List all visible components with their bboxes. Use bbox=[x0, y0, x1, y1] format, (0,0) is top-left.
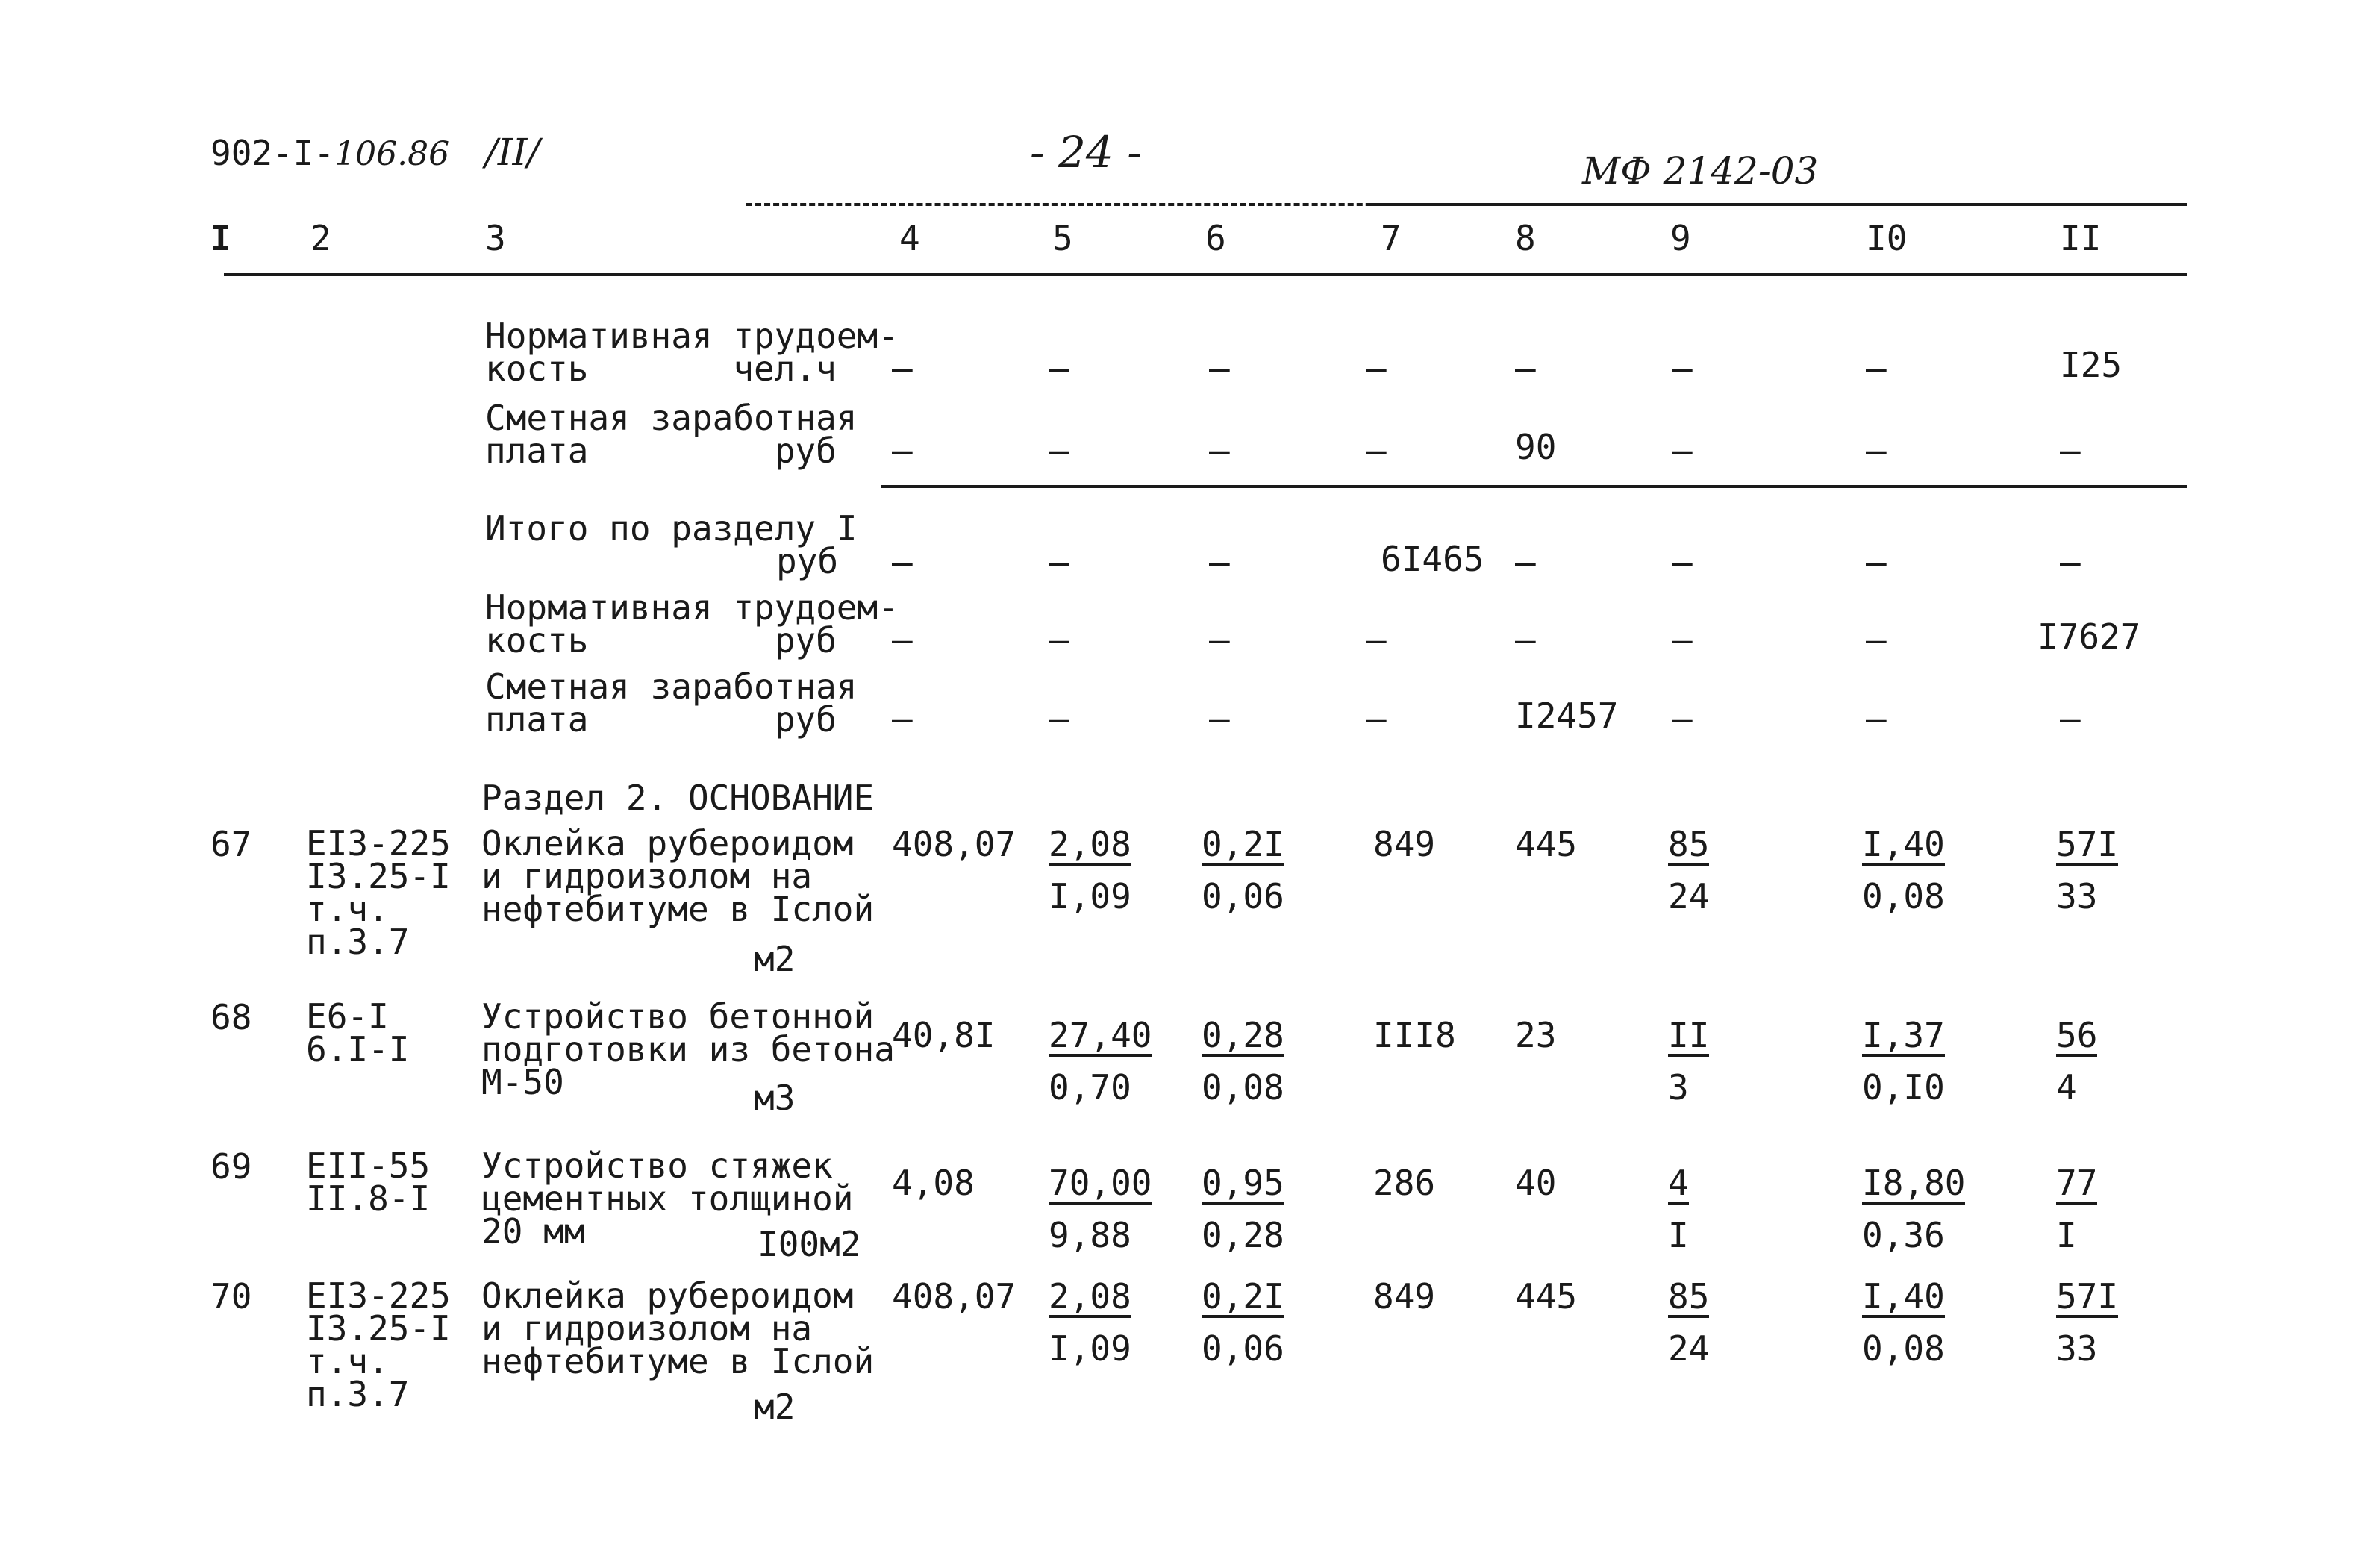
summary2-wage-value: I2457 bbox=[1515, 696, 1619, 736]
dash: – bbox=[1049, 699, 1069, 739]
summary1-wage-label bbox=[485, 398, 858, 471]
row-code bbox=[306, 1275, 451, 1414]
code-line: Е6-I bbox=[306, 996, 389, 1037]
col-header-10: I0 bbox=[1866, 218, 1908, 258]
summary1-labor-value: I25 bbox=[2060, 345, 2123, 385]
summary2-wage-label-line1: Сметная заработная bbox=[485, 666, 858, 707]
dash: – bbox=[1672, 430, 1693, 470]
col5-bottom: I,09 bbox=[1049, 876, 1131, 916]
dash: – bbox=[1866, 430, 1887, 470]
row-quantity: 4,08 bbox=[892, 1163, 975, 1203]
dash: – bbox=[1049, 348, 1069, 388]
col6-top: 0,28 bbox=[1202, 1015, 1284, 1055]
row-col10 bbox=[1862, 1163, 1966, 1255]
document-code-handwritten: 106.86 bbox=[334, 135, 450, 173]
row-unit: м2 bbox=[754, 1387, 796, 1427]
col5-top: 27,40 bbox=[1049, 1015, 1152, 1055]
row-col11 bbox=[2056, 1163, 2098, 1255]
summary2-labor-value: I7627 bbox=[2037, 616, 2141, 657]
row-col6 bbox=[1202, 824, 1284, 916]
col9-bottom: 24 bbox=[1668, 1328, 1710, 1369]
col5-bottom: 0,70 bbox=[1049, 1067, 1131, 1108]
summary2-wage-label bbox=[485, 666, 858, 740]
col6-bottom: 0,06 bbox=[1202, 876, 1284, 916]
page-number: - 24 - bbox=[1030, 127, 1142, 178]
row-col8: 23 bbox=[1515, 1015, 1557, 1055]
col6-bottom: 0,06 bbox=[1202, 1328, 1284, 1369]
description-line: нефтебитуме в Iслой bbox=[481, 1341, 875, 1381]
row-quantity: 40,8I bbox=[892, 1015, 996, 1055]
dash: – bbox=[1209, 348, 1230, 388]
code-line: 6.I-I bbox=[306, 1029, 410, 1069]
row-col10 bbox=[1862, 824, 1945, 916]
dash: – bbox=[1049, 542, 1069, 582]
row-col6 bbox=[1202, 1163, 1284, 1255]
summary-rule bbox=[881, 485, 2187, 488]
summary2-total-value: 6I465 bbox=[1381, 539, 1484, 579]
col5-top: 2,08 bbox=[1049, 1276, 1131, 1316]
dash: – bbox=[1866, 542, 1887, 582]
description-line: Оклейка рубероидом bbox=[481, 1275, 854, 1316]
row-number: 68 bbox=[210, 997, 252, 1037]
dash: – bbox=[1866, 619, 1887, 660]
row-col5 bbox=[1049, 1276, 1131, 1369]
summary1-labor-label bbox=[485, 316, 899, 389]
dash: – bbox=[1049, 619, 1069, 660]
summary1-labor-label-line2: кость чел.ч bbox=[485, 349, 837, 389]
row-col11 bbox=[2056, 1015, 2098, 1108]
col5-bottom: 9,88 bbox=[1049, 1215, 1131, 1255]
dash: – bbox=[2060, 699, 2081, 739]
row-quantity: 408,07 bbox=[892, 1276, 1016, 1316]
col10-bottom: 0,08 bbox=[1862, 1328, 1945, 1369]
description-line: цементных толщиной bbox=[481, 1178, 854, 1219]
row-col9 bbox=[1668, 1276, 1710, 1369]
row-description bbox=[481, 996, 895, 1102]
col5-top: 70,00 bbox=[1049, 1163, 1152, 1203]
code-line: I3.25-I bbox=[306, 1308, 451, 1349]
row-col9 bbox=[1668, 1163, 1689, 1255]
col11-bottom: I bbox=[2056, 1215, 2077, 1255]
col6-top: 0,2I bbox=[1202, 1276, 1284, 1316]
code-line: II.8-I bbox=[306, 1178, 431, 1219]
col10-bottom: 0,08 bbox=[1862, 876, 1945, 916]
description-line: Устройство бетонной bbox=[481, 996, 875, 1037]
row-col5 bbox=[1049, 1015, 1152, 1108]
row-description bbox=[481, 1275, 875, 1381]
dash: – bbox=[1866, 348, 1887, 388]
col11-top: 56 bbox=[2056, 1015, 2098, 1055]
code-line: п.3.7 bbox=[306, 922, 410, 962]
col-header-1: I bbox=[210, 218, 231, 258]
row-col5 bbox=[1049, 1163, 1152, 1255]
row-number: 67 bbox=[210, 824, 252, 864]
album-number: /II/ bbox=[485, 131, 540, 174]
col-header-7: 7 bbox=[1381, 218, 1402, 258]
stamp-code: МФ 2142-03 bbox=[1582, 149, 1819, 193]
summary1-wage-label-line2: плата руб bbox=[485, 431, 837, 471]
col-header-5: 5 bbox=[1052, 218, 1073, 258]
row-unit: м3 bbox=[754, 1078, 796, 1118]
code-line: ЕI3-225 bbox=[306, 823, 451, 863]
col9-bottom: I bbox=[1668, 1215, 1689, 1255]
dash: – bbox=[1672, 542, 1693, 582]
col9-top: 85 bbox=[1668, 824, 1710, 864]
dash: – bbox=[1672, 348, 1693, 388]
summary1-wage-value: 90 bbox=[1515, 427, 1557, 467]
row-number: 70 bbox=[210, 1276, 252, 1316]
summary2-labor-label bbox=[485, 587, 899, 660]
dash: – bbox=[892, 699, 913, 739]
row-unit: м2 bbox=[754, 939, 796, 979]
row-col9 bbox=[1668, 824, 1710, 916]
col-header-8: 8 bbox=[1515, 218, 1536, 258]
summary2-wage-label-line2: плата руб bbox=[485, 699, 837, 740]
dash: – bbox=[1366, 348, 1387, 388]
col11-bottom: 4 bbox=[2056, 1067, 2077, 1108]
row-code bbox=[306, 1146, 431, 1219]
summary2-total-label-line2: руб bbox=[776, 541, 839, 581]
summary2-labor-label-line1: Нормативная трудоем- bbox=[485, 587, 899, 628]
row-quantity: 408,07 bbox=[892, 824, 1016, 864]
col10-top: I8,80 bbox=[1862, 1163, 1966, 1203]
col11-top: 77 bbox=[2056, 1163, 2098, 1203]
summary2-labor-label-line2: кость руб bbox=[485, 620, 837, 660]
description-line: и гидроизолом на bbox=[481, 1308, 813, 1349]
description-line: нефтебитуме в Iслой bbox=[481, 889, 875, 929]
col-header-4: 4 bbox=[899, 218, 920, 258]
dash: – bbox=[1672, 619, 1693, 660]
row-col8: 40 bbox=[1515, 1163, 1557, 1203]
section-title: Раздел 2. ОСНОВАНИЕ bbox=[481, 778, 875, 818]
dash: – bbox=[1866, 699, 1887, 739]
dash: – bbox=[1672, 699, 1693, 739]
dash: – bbox=[892, 348, 913, 388]
dash: – bbox=[1515, 619, 1536, 660]
row-col7: III8 bbox=[1373, 1015, 1456, 1055]
document-code bbox=[210, 133, 450, 173]
col9-bottom: 24 bbox=[1668, 876, 1710, 916]
col-header-6: 6 bbox=[1205, 218, 1226, 258]
dash: – bbox=[1049, 430, 1069, 470]
col10-top: I,40 bbox=[1862, 824, 1945, 864]
row-col8: 445 bbox=[1515, 1276, 1578, 1316]
description-line: М-50 bbox=[481, 1062, 564, 1102]
row-number: 69 bbox=[210, 1146, 252, 1187]
description-line: и гидроизолом на bbox=[481, 856, 813, 896]
row-col11 bbox=[2056, 1276, 2119, 1369]
dash: – bbox=[1515, 542, 1536, 582]
row-unit: I00м2 bbox=[758, 1224, 861, 1264]
col6-top: 0,95 bbox=[1202, 1163, 1284, 1203]
dash: – bbox=[1209, 430, 1230, 470]
row-code bbox=[306, 823, 451, 962]
code-line: п.3.7 bbox=[306, 1374, 410, 1414]
row-col6 bbox=[1202, 1015, 1284, 1108]
col-header-9: 9 bbox=[1670, 218, 1691, 258]
col9-bottom: 3 bbox=[1668, 1067, 1689, 1108]
dash: – bbox=[1515, 348, 1536, 388]
col9-top: 4 bbox=[1668, 1163, 1689, 1203]
summary2-total-label bbox=[485, 508, 858, 581]
col9-top: II bbox=[1668, 1015, 1710, 1055]
col6-bottom: 0,28 bbox=[1202, 1215, 1284, 1255]
dash: – bbox=[1209, 699, 1230, 739]
description-line: Оклейка рубероидом bbox=[481, 823, 854, 863]
code-line: т.ч. bbox=[306, 1341, 389, 1381]
col-header-3: 3 bbox=[485, 218, 506, 258]
col10-top: I,37 bbox=[1862, 1015, 1945, 1055]
col11-bottom: 33 bbox=[2056, 1328, 2098, 1369]
col11-bottom: 33 bbox=[2056, 876, 2098, 916]
description-line: подготовки из бетона bbox=[481, 1029, 895, 1069]
code-line: ЕI3-225 bbox=[306, 1275, 451, 1316]
dash: – bbox=[1366, 619, 1387, 660]
summary1-wage-label-line1: Сметная заработная bbox=[485, 398, 858, 438]
row-col8: 445 bbox=[1515, 824, 1578, 864]
document-code-printed: 902-I- bbox=[210, 133, 335, 173]
row-col11 bbox=[2056, 824, 2119, 916]
col10-bottom: 0,I0 bbox=[1862, 1067, 1945, 1108]
dash: – bbox=[1209, 542, 1230, 582]
dash: – bbox=[2060, 430, 2081, 470]
header-bottom-rule bbox=[224, 273, 2187, 276]
summary2-total-label-line1: Итого по разделу I bbox=[485, 508, 858, 549]
dash: – bbox=[892, 542, 913, 582]
dash: – bbox=[892, 619, 913, 660]
row-col6 bbox=[1202, 1276, 1284, 1369]
row-code bbox=[306, 996, 410, 1069]
col10-top: I,40 bbox=[1862, 1276, 1945, 1316]
code-line: I3.25-I bbox=[306, 856, 451, 896]
description-line: Устройство стяжек bbox=[481, 1146, 833, 1186]
col11-top: 57I bbox=[2056, 824, 2119, 864]
summary1-labor-label-line1: Нормативная трудоем- bbox=[485, 316, 899, 356]
col6-top: 0,2I bbox=[1202, 824, 1284, 864]
row-description bbox=[481, 823, 875, 929]
row-col7: 286 bbox=[1373, 1163, 1436, 1203]
row-col7: 849 bbox=[1373, 1276, 1436, 1316]
col-header-2: 2 bbox=[310, 218, 331, 258]
dash: – bbox=[892, 430, 913, 470]
col6-bottom: 0,08 bbox=[1202, 1067, 1284, 1108]
col9-top: 85 bbox=[1668, 1276, 1710, 1316]
row-col7: 849 bbox=[1373, 824, 1436, 864]
col10-bottom: 0,36 bbox=[1862, 1215, 1945, 1255]
row-col10 bbox=[1862, 1276, 1945, 1369]
code-line: ЕII-55 bbox=[306, 1146, 431, 1186]
col-header-11: II bbox=[2060, 218, 2102, 258]
dash: – bbox=[1366, 699, 1387, 739]
header-rule-right bbox=[1366, 203, 2187, 206]
col11-top: 57I bbox=[2056, 1276, 2119, 1316]
col5-top: 2,08 bbox=[1049, 824, 1131, 864]
code-line: т.ч. bbox=[306, 889, 389, 929]
dash: – bbox=[2060, 542, 2081, 582]
row-col5 bbox=[1049, 824, 1131, 916]
row-col10 bbox=[1862, 1015, 1945, 1108]
dash: – bbox=[1366, 430, 1387, 470]
dash: – bbox=[1209, 619, 1230, 660]
description-line: 20 мм bbox=[481, 1211, 585, 1252]
row-col9 bbox=[1668, 1015, 1710, 1108]
col5-bottom: I,09 bbox=[1049, 1328, 1131, 1369]
